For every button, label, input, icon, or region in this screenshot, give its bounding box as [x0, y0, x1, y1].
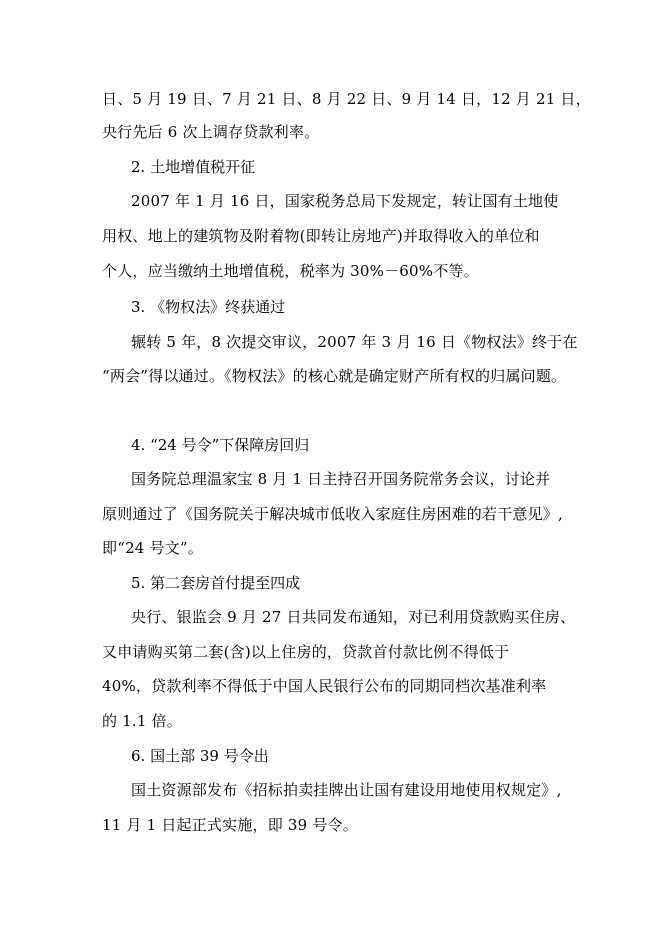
text-line: 原则通过了《国务院关于解决城市低收入家庭住房困难的若干意见》, [102, 505, 563, 523]
text-line: 个人，应当缴纳土地增值税，税率为 30%－60%不等。 [102, 262, 479, 280]
text-line: 的 1.1 倍。 [102, 712, 182, 730]
section-heading-3: 3. 《物权法》终获通过 [131, 298, 286, 316]
text-line: 40%，贷款利率不得低于中国人民银行公布的同期同档次基准利率 [102, 677, 547, 695]
text-line: 辗转 5 年，8 次提交审议，2007 年 3 月 16 日《物权法》终于在 [131, 333, 578, 351]
text-line: 日、5 月 19 日、7 月 21 日、8 月 22 日、9 月 14 日，12 月 21 日， [102, 90, 591, 108]
section-heading-4: 4. “24 号令”下保障房回归 [131, 436, 310, 454]
text-line: 央行、银监会 9 月 27 日共同发布通知，对已利用贷款购买住房、 [131, 608, 576, 626]
text-line: 11 月 1 日起正式实施，即 39 号令。 [102, 816, 358, 834]
text-line: 国土资源部发布《招标拍卖挂牌出让国有建设用地使用权规定》, [131, 781, 562, 799]
text-line: 又申请购买第二套(含)以上住房的，贷款首付款比例不得低于 [102, 643, 510, 661]
text-line: 央行先后 6 次上调存贷款利率。 [102, 123, 320, 141]
text-line: 用权、地上的建筑物及附着物(即转让房地产)并取得收入的单位和 [102, 227, 540, 245]
text-line: “两会”得以通过。《物权法》的核心就是确定财产所有权的归属问题。 [102, 367, 567, 385]
text-line: 2007 年 1 月 16 日，国家税务总局下发规定，转让国有土地使 [131, 192, 559, 210]
section-heading-5: 5. 第二套房首付提至四成 [131, 574, 301, 592]
section-heading-2: 2. 土地增值税开征 [131, 158, 256, 176]
text-line: 即“24 号文”。 [102, 539, 203, 557]
text-line: 国务院总理温家宝 8 月 1 日主持召开国务院常务会议，讨论并 [131, 470, 551, 488]
section-heading-6: 6. 国土部 39 号令出 [131, 747, 269, 765]
